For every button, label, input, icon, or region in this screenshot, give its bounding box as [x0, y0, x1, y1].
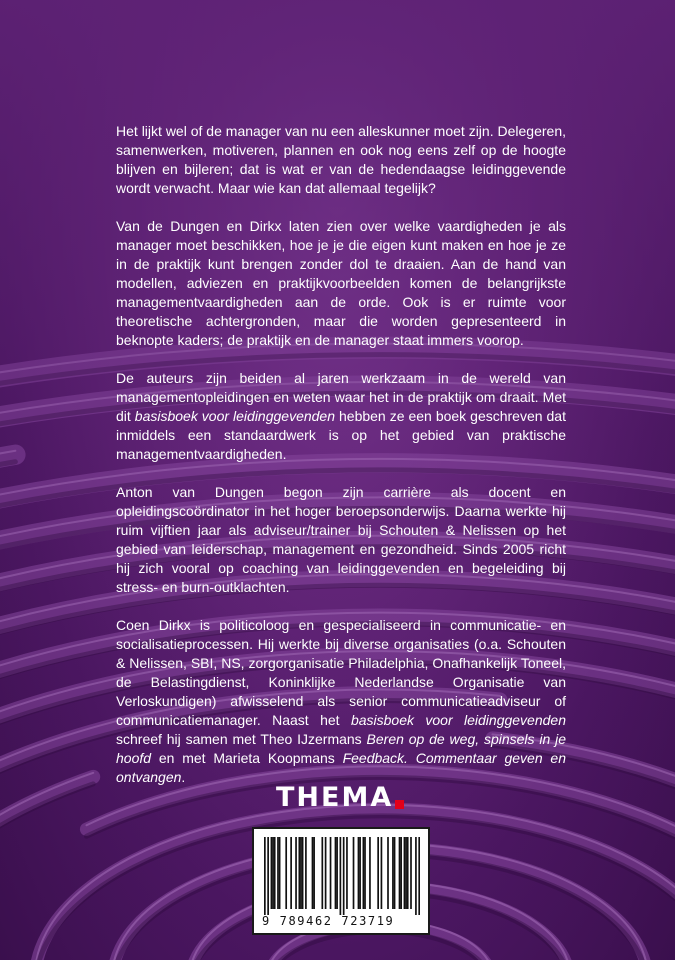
back-cover-text — [116, 122, 566, 806]
barcode-bar — [407, 837, 409, 909]
author-bio-coen: Coen Dirkx is politicoloog en gespecialiseerd in communicatie- en socialisatieprocessen. Hij werkte bij diverse organisaties (o.a. Schouten & Nelissen, SBI, NS, zorgorganisatie Philadelphia, Onafhankelijk Toneel, de Belastingdienst, Koninklijke Nederlandse Organisatie van Verloskundigen) afwisselend als senior communicatieadviseur of communicatiemanager. Naast het basisboek voor leidinggevenden schreef hij samen met Theo IJzermans Beren op de weg, spinsels in je hoofd en met Marieta Koopmans Feedback. Commentaar geven en ontvangen. — [116, 617, 566, 785]
barcode-bar — [335, 837, 337, 909]
barcode-bar — [336, 837, 338, 909]
blurb-paragraph-2: Van de Dungen en Dirkx laten zien over welke vaardigheden je als manager moet beschikken, hoe je je die eigen kunt maken en hoe je ze in de praktijk kunt brengen zonder dol te draaien. Aan de hand van modellen, adviezen en praktijkvoorbeelden komen de belangrijkste managementvaardigheden aan de orde. Ook is er ruimte voor theoretische achtergronden, maar die worden gepresenteerd in beknopte kaders; de praktijk en de manager staat immers voorop. — [116, 218, 566, 348]
barcode-bar — [358, 837, 360, 909]
barcode-bar — [272, 837, 274, 909]
barcode-bar — [305, 837, 307, 909]
barcode-bar — [363, 837, 365, 909]
barcode-bar — [302, 837, 304, 909]
blurb-paragraph-1: Het lijkt wel of de manager van nu een alleskunner moet zijn. Delegeren, samenwerken, motiveren, plannen en ook nog eens zelf op de hoogte blijven en bijleren; dat is wat er van de hedendaagse leidinggevende wordt verwacht. Maar wie kan dat allemaal tegelijk? — [116, 123, 566, 196]
barcode-bar — [405, 837, 407, 909]
barcode-bar — [321, 837, 323, 909]
italic-title: basisboek voor leidinggevenden — [350, 712, 566, 728]
publisher-logo — [276, 780, 404, 814]
barcode-bar — [274, 837, 276, 909]
barcode-bar — [295, 837, 297, 909]
italic-title: Feedback. Commentaar geven en ontvangen — [116, 750, 566, 785]
barcode-bar — [267, 837, 269, 915]
barcode-bar — [359, 837, 361, 909]
barcode-bar — [399, 837, 401, 909]
barcode-bar — [392, 837, 394, 909]
barcode-bar — [377, 837, 379, 909]
isbn-number: 9 789462 723719 — [262, 914, 395, 928]
logo-red-dot — [395, 800, 404, 809]
barcode — [252, 827, 430, 935]
barcode-bar — [404, 837, 406, 909]
barcode-bar — [418, 837, 420, 915]
barcode-bar — [330, 837, 332, 909]
publisher-name: THEMA — [276, 781, 394, 813]
author-bio-anton: Anton van Dungen begon zijn carrière als docent en opleidingscoördinator in het hoger beroepsonderwijs. Daarna werkte hij ruim vijftien jaar als adviseur/trainer bij Schouten & Nelissen op het gebied van leiderschap, management en gezondheid. Sinds 2005 richt hij zich vooral op coaching van leidinggevenden en begeleiding bij stress- en burn-outklachten. — [116, 484, 566, 595]
barcode-bars — [264, 837, 420, 915]
barcode-bar — [340, 837, 342, 915]
barcode-bar — [300, 837, 302, 909]
barcode-bar — [325, 837, 327, 909]
barcode-bar — [346, 837, 348, 909]
barcode-bar — [277, 837, 279, 909]
barcode-bar — [415, 837, 417, 915]
barcode-bar — [264, 837, 266, 915]
italic-title: Beren op de weg, spinsels in je hoofd — [116, 731, 566, 766]
barcode-bar — [290, 837, 292, 909]
barcode-bar — [394, 837, 396, 909]
barcode-bar — [400, 837, 402, 909]
barcode-bar — [312, 837, 314, 909]
barcode-bar — [298, 837, 300, 909]
barcode-bar — [271, 837, 273, 909]
barcode-bar — [353, 837, 355, 909]
barcode-bar — [285, 837, 287, 909]
blurb-paragraph-3: De auteurs zijn beiden al jaren werkzaam in de wereld van managementopleidingen en weten waar het in de praktijk om draait. Met dit basisboek voor leidinggevenden hebben ze een boek geschreven dat inmiddels een standaardwerk is op het gebied van praktische managementvaardigheden. — [116, 370, 566, 462]
barcode-bar — [279, 837, 281, 909]
barcode-bar — [410, 837, 412, 909]
barcode-bar — [369, 837, 371, 909]
barcode-bar — [387, 837, 389, 909]
italic-title: basisboek voor leidinggevenden — [134, 408, 336, 424]
barcode-bar — [313, 837, 315, 909]
barcode-bar — [381, 837, 383, 909]
barcode-bar — [343, 837, 345, 915]
barcode-bar — [364, 837, 366, 909]
